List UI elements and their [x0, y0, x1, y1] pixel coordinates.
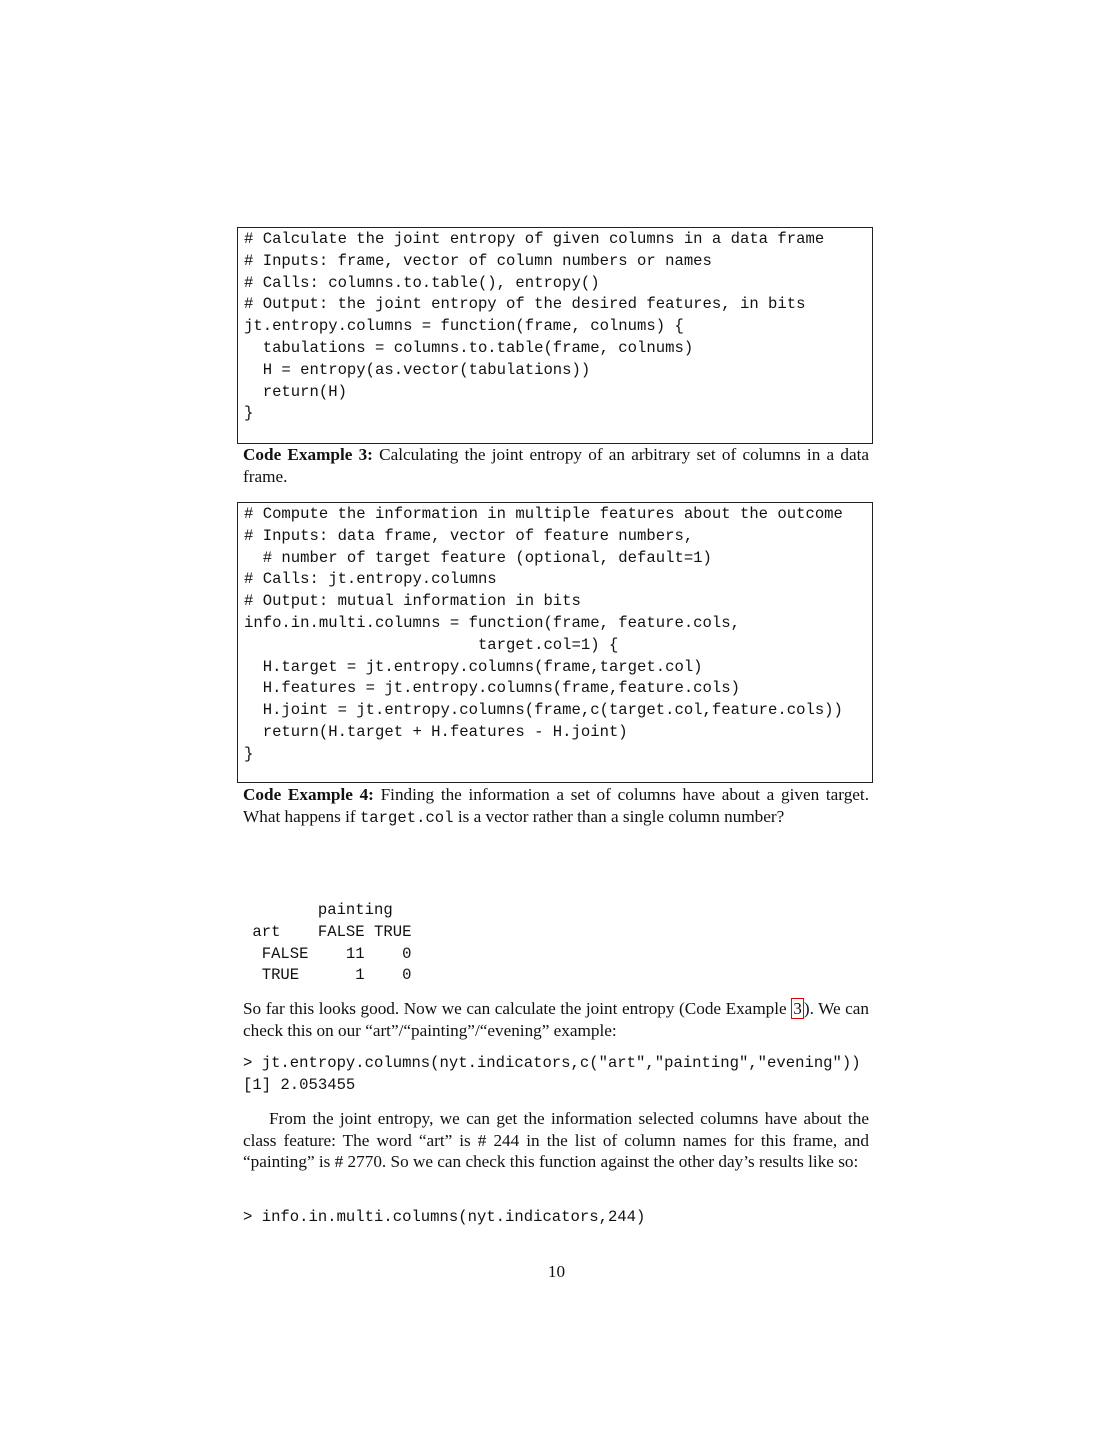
console-output-1: > jt.entropy.columns(nyt.indicators,c("art","painting","evening")) [1] 2.053455: [243, 1054, 861, 1094]
code-example-4-caption: [243, 784, 869, 829]
console-output-2: > info.in.multi.columns(nyt.indicators,244): [243, 1208, 646, 1226]
code-example-4-box: [237, 502, 873, 783]
code-example-3-code: # Calculate the joint entropy of given columns in a data frame # Inputs: frame, vector of column numbers or names # Calls: columns.to.table(), entropy() # Output: the joint entropy of the desired features, in bits jt.entropy.columns = function(frame, colnums) { tabulations = columns.to.table(frame, colnums) H = entropy(as.vector(tabulations)) return(H) }: [244, 230, 825, 423]
caption-text: Finding the information a set of columns have about a given target. What happens if: [243, 785, 869, 826]
code-example-3-box: [237, 227, 873, 444]
caption-label: Code Example 4:: [243, 785, 374, 804]
caption-text: Calculating the joint entropy of an arbitrary set of columns in a data frame.: [243, 445, 869, 486]
paragraph-text: ). We can check this on our “art”/“painting”/“evening” example:: [243, 999, 869, 1040]
caption-text: is a vector rather than a single column number?: [453, 806, 785, 826]
paragraph-2: From the joint entropy, we can get the information selected columns have about the class feature: The word “art” is # 244 in the list of column names for this frame, and “painting” is # 2770. So we can check this function against the other day’s results like so:: [243, 1109, 869, 1172]
code-example-ref-link[interactable]: 3: [793, 999, 802, 1018]
contingency-table-output: painting art FALSE TRUE FALSE 11 0 TRUE 1 0: [252, 901, 412, 985]
paragraph-text: So far this looks good. Now we can calculate the joint entropy (Code Example: [243, 999, 792, 1018]
caption-inline-code: target.col: [359, 808, 454, 827]
code-example-4-code: # Compute the information in multiple features about the outcome # Inputs: data frame, vector of feature numbers, # number of target feature (optional, default=1) # Calls: jt.entropy.columns # Output: mutual information in bits info.in.multi.columns = function(frame, feature.cols, target.col=1) { H.target = jt.entropy.columns(frame,target.col) H.features = jt.entropy.columns(frame,feature.cols) H.joint = jt.entropy.columns(frame,c(target.col,feature.cols)) return(H.target + H.features - H.joint) }: [244, 505, 843, 763]
caption-label: Code Example 3:: [243, 445, 373, 464]
page-number: 10: [547, 1262, 566, 1281]
paragraph-1: [243, 998, 869, 1041]
code-example-3-caption: [243, 444, 869, 487]
